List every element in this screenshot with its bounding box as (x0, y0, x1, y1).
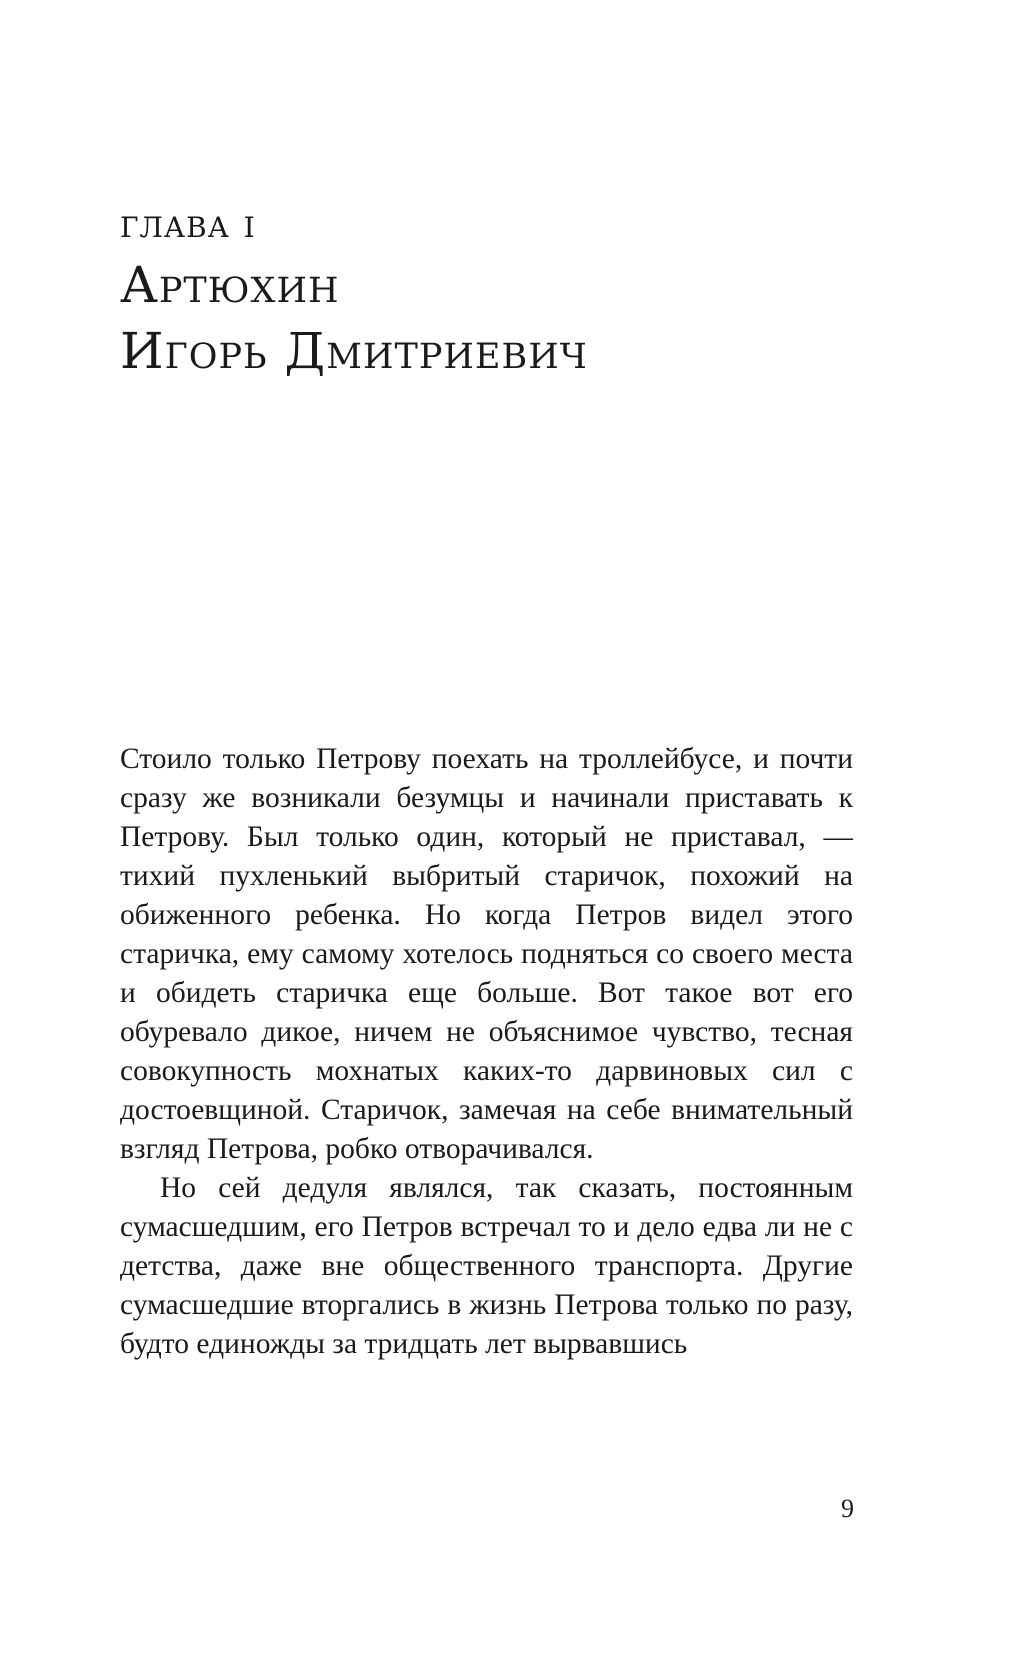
paragraph-1: Стоило только Петрову поехать на троллейбусе, и почти сразу же возникали безумцы и начинали приставать к Петрову. Был только один, который не приставал, — тихий пухленький выбритый старичок, похожий на обиженного ребенка. Но когда Петров видел этого старичка, ему самому хотелось подняться со своего места и обидеть старичка еще больше. Вот такое вот его обуревало дикое, ничем не объяснимое чувство, тесная совокупность мохнатых каких-то дарвиновых сил с достоевщиной. Старичок, замечая на себе внимательный взгляд Петрова, робко отворачивался. (120, 743, 853, 1165)
body-text (120, 740, 853, 1364)
chapter-label: глава i (120, 201, 256, 247)
page-number: 9 (841, 1494, 854, 1523)
chapter-title-line-1: Артюхин (120, 256, 340, 314)
chapter-title-line-2: Игорь Дмитриевич (120, 322, 588, 380)
paragraph-2: Но сей дедуля являлся, так сказать, постоянным сумасшедшим, его Петров встречал то и дело едва ли не с детства, даже вне общественного транспорта. Другие сумасшедшие вторгались в жизнь Петрова только по разу, будто единожды за тридцать лет вырвавшись (120, 1172, 853, 1360)
chapter-heading (120, 200, 588, 384)
chapter-title (120, 252, 588, 384)
